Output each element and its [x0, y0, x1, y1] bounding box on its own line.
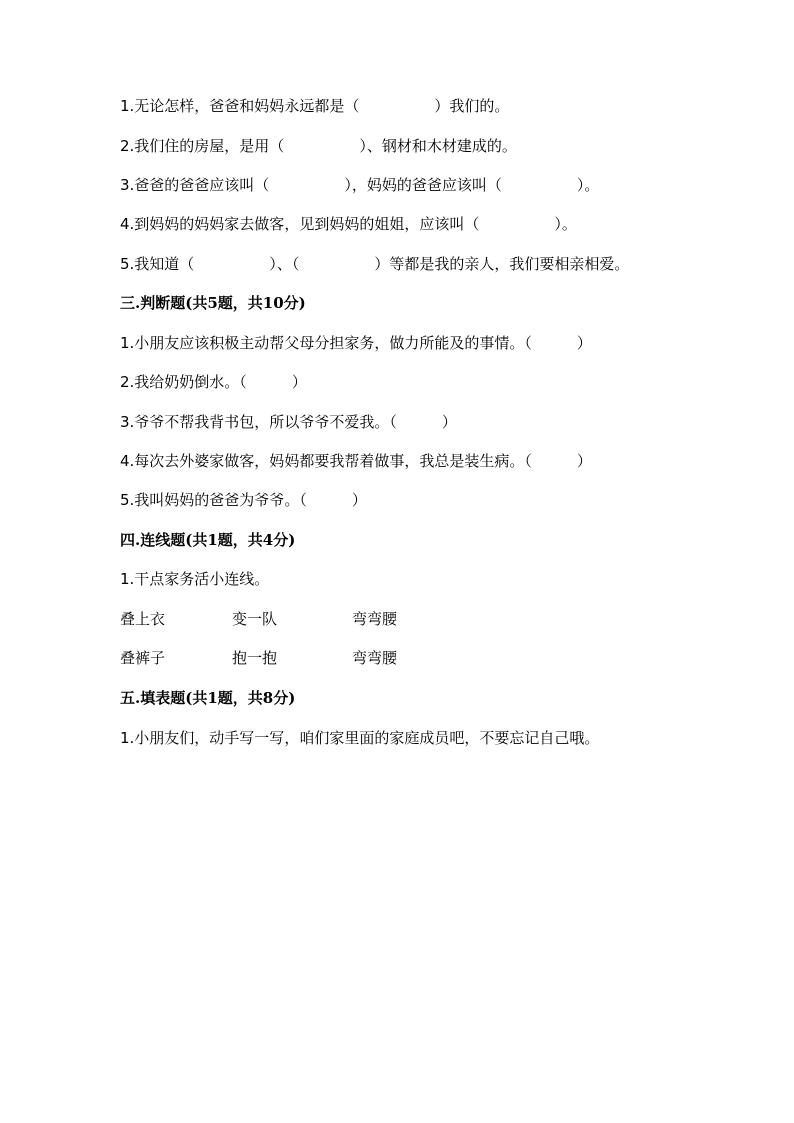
matching-row1-col1: 叠上衣 — [120, 610, 166, 628]
matching-row2-col3: 弯弯腰 — [352, 649, 398, 667]
matching-row1-col3: 弯弯腰 — [352, 610, 398, 628]
fill-blank-item-2: 2.我们住的房屋，是用（ ）、钢材和木材建成的。 — [120, 137, 517, 155]
matching-row1-col2: 变一队 — [232, 610, 278, 628]
matching-row2-col2: 抱一抱 — [232, 649, 278, 667]
matching-question: 1.干点家务活小连线。 — [120, 570, 270, 588]
fill-blank-item-4: 4.到妈妈的妈妈家去做客，见到妈妈的姐姐，应该叫（ ）。 — [120, 215, 577, 233]
fill-blank-item-5: 5.我知道（ ）、（ ）等都是我的亲人，我们要相亲相爱。 — [120, 255, 630, 273]
judge-item-3: 3.爷爷不帮我背书包，所以爷爷不爱我。（ ） — [120, 413, 457, 431]
table-fill-section-heading: 五.填表题(共1题，共8分) — [120, 689, 296, 707]
judge-item-1: 1.小朋友应该积极主动帮父母分担家务，做力所能及的事情。（ ） — [120, 334, 592, 352]
judge-item-2: 2.我给奶奶倒水。（ ） — [120, 373, 307, 391]
fill-blank-item-1: 1.无论怎样，爸爸和妈妈永远都是（ ）我们的。 — [120, 97, 510, 115]
fill-blank-item-3: 3.爸爸的爸爸应该叫（ ），妈妈的爸爸应该叫（ ）。 — [120, 176, 600, 194]
judge-item-4: 4.每次去外婆家做客，妈妈都要我帮着做事，我总是装生病。（ ） — [120, 452, 592, 470]
matching-section-heading: 四.连线题(共1题，共4分) — [120, 531, 296, 549]
table-fill-question: 1.小朋友们，动手写一写，咱们家里面的家庭成员吧，不要忘记自己哦。 — [120, 729, 600, 747]
matching-row2-col1: 叠裤子 — [120, 649, 166, 667]
judge-section-heading: 三.判断题(共5题，共10分) — [120, 294, 306, 312]
judge-item-5: 5.我叫妈妈的爸爸为爷爷。（ ） — [120, 491, 367, 509]
